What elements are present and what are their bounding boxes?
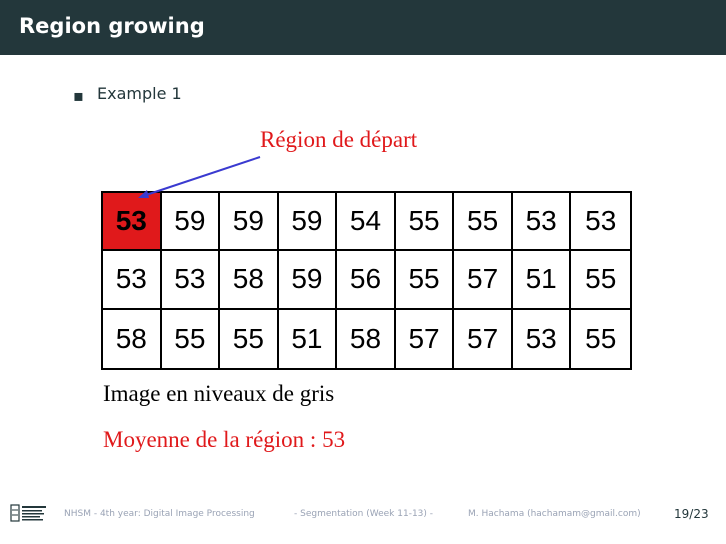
slide-title: Region growing bbox=[19, 14, 205, 38]
pixel-cell: 59 bbox=[279, 251, 338, 309]
pixel-cell: 58 bbox=[220, 251, 279, 309]
pixel-cell: 59 bbox=[162, 193, 221, 251]
institution-logo bbox=[10, 502, 48, 524]
pixel-cell: 56 bbox=[337, 251, 396, 309]
pixel-cell: 59 bbox=[279, 193, 338, 251]
pixel-cell: 58 bbox=[337, 310, 396, 368]
pixel-cell: 53 bbox=[513, 310, 572, 368]
pixel-cell: 55 bbox=[585, 322, 617, 354]
pixel-cell: 53 bbox=[162, 251, 221, 309]
seed-pixel-cell: 53 bbox=[103, 193, 162, 251]
pixel-cell: 55 bbox=[162, 310, 221, 368]
pixel-cell: 51 bbox=[513, 251, 572, 309]
pixel-cell: 53 bbox=[513, 193, 572, 251]
start-region-label: Région de départ bbox=[260, 127, 418, 152]
region-mean-label: Moyenne de la région : 53 bbox=[103, 427, 346, 452]
bullet-marker: ▪ bbox=[73, 86, 84, 105]
pixel-cell: 51 bbox=[279, 310, 338, 368]
grayscale-image-label: Image en niveaux de gris bbox=[103, 381, 335, 406]
pixel-cell: 57 bbox=[454, 251, 513, 309]
pixel-cell: 58 bbox=[103, 310, 162, 368]
title-bar bbox=[0, 0, 726, 55]
bullet-text: Example 1 bbox=[97, 84, 182, 103]
pixel-cell: 55 bbox=[396, 193, 455, 251]
page-number: 19/23 bbox=[674, 507, 709, 521]
pixel-cell: 57 bbox=[396, 310, 455, 368]
pixel-grid bbox=[101, 191, 632, 370]
pixel-cell: 53 bbox=[103, 251, 162, 309]
pixel-cell: 59 bbox=[220, 193, 279, 251]
pixel-cell: 53 bbox=[571, 193, 630, 251]
footer-author: M. Hachama (hachamam@gmail.com) bbox=[468, 509, 641, 519]
footer-course: NHSM - 4th year: Digital Image Processing bbox=[64, 509, 255, 519]
pixel-cell: 55 bbox=[454, 193, 513, 251]
pixel-cell: 57 bbox=[454, 310, 513, 368]
pixel-cell: 55 bbox=[571, 251, 630, 309]
footer-section: - Segmentation (Week 11-13) - bbox=[294, 509, 434, 519]
pixel-cell: 55 bbox=[220, 310, 279, 368]
pixel-cell: 55 bbox=[396, 251, 455, 309]
pixel-cell: 54 bbox=[337, 193, 396, 251]
